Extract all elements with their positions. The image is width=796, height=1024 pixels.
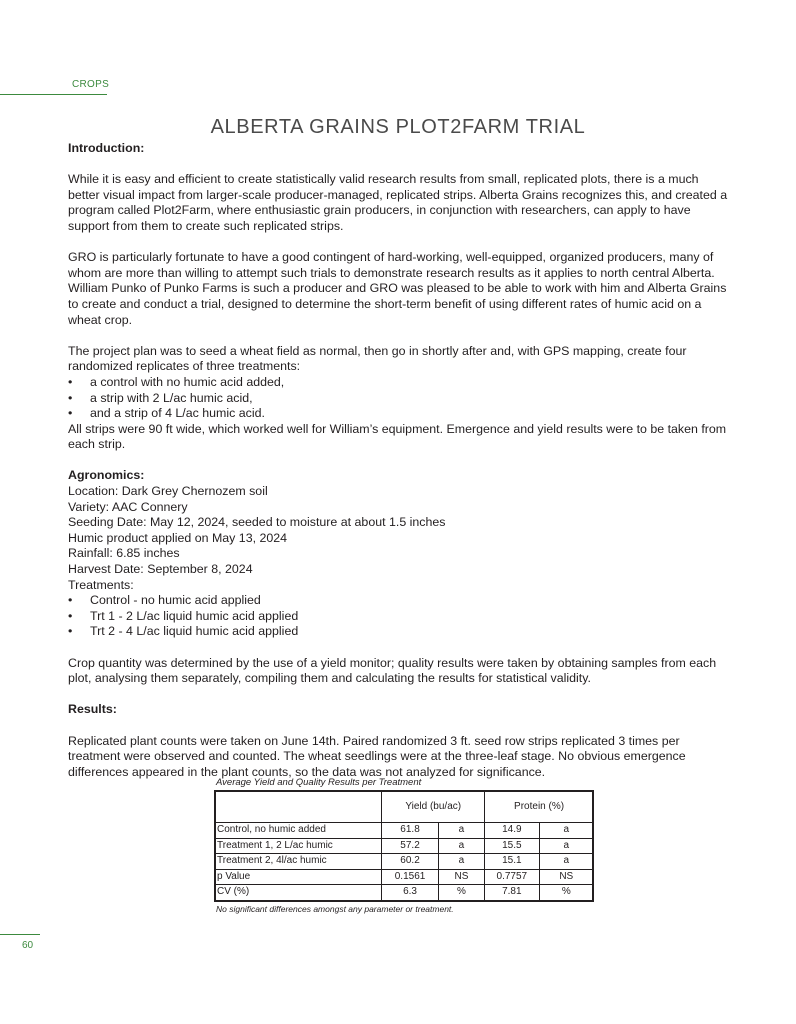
table-cell: Treatment 1, 2 L/ac humic <box>215 838 382 854</box>
introduction-heading: Introduction: <box>68 141 145 155</box>
agronomics-line: Humic product applied on May 13, 2024 <box>68 530 288 545</box>
table-cell: Treatment 2, 4l/ac humic <box>215 854 382 870</box>
section-label: CROPS <box>72 79 110 90</box>
section-rule <box>0 94 107 95</box>
results-heading: Results: <box>68 702 117 717</box>
table-cell: a <box>539 854 593 870</box>
page-number: 60 <box>22 940 34 951</box>
agronomics-line: Variety: AAC Connery <box>68 499 188 514</box>
table-cell: 0.7757 <box>485 869 539 885</box>
agronomics-line: Rainfall: 6.85 inches <box>68 546 180 561</box>
table-cell: 7.81 <box>485 885 539 901</box>
table-outer-border <box>214 790 594 902</box>
agronomics-bullet: • Control - no humic acid applied <box>68 593 261 608</box>
treatment-bullet: • a strip with 2 L/ac humic acid, <box>68 390 253 405</box>
table-header-cell: Yield (bu/ac) <box>382 791 485 823</box>
article-body <box>68 141 730 780</box>
table-cell: NS <box>438 869 484 885</box>
table-cell: 15.5 <box>485 838 539 854</box>
table-cell: a <box>539 823 593 839</box>
agronomics-line: Treatments: <box>68 577 134 592</box>
page-title: ALBERTA GRAINS PLOT2FARM TRIAL <box>210 116 586 139</box>
table-cell: a <box>438 838 484 854</box>
treatment-bullet: • a control with no humic acid added, <box>68 374 285 389</box>
table-cell: CV (%) <box>215 885 382 901</box>
table-cell: % <box>539 885 593 901</box>
table-note: No significant differences amongst any parameter or treatment. <box>216 904 454 914</box>
quality-paragraph: Crop quantity was determined by the use of a yield monitor; quality results were taken by obtaining samples from each plot, analysing them separately, compiling them and calculating the results for statistical validity. <box>68 655 717 686</box>
agronomics-heading: Agronomics: <box>68 468 145 483</box>
agronomics-line: Location: Dark Grey Chernozem soil <box>68 484 268 499</box>
table-cell: NS <box>539 869 593 885</box>
table-cell: % <box>438 885 484 901</box>
table-cell: 15.1 <box>485 854 539 870</box>
agronomics-line: Seeding Date: May 12, 2024, seeded to moisture at about 1.5 inches <box>68 515 446 530</box>
intro-paragraph-1: While it is easy and efficient to create statistically valid research results from small, replicated plots, there is a much better visual impact from larger-scale producer-managed, replicated strips. Alberta Grains recognizes this, and created a program called Plot2Farm, where enthusiastic grain producers, in conjunction with researchers, can apply to have support from them to create such replicated strips. <box>68 172 728 233</box>
table-cell: a <box>438 854 484 870</box>
table-cell: 61.8 <box>382 823 438 839</box>
agronomics-bullet: • Trt 1 - 2 L/ac liquid humic acid applied <box>68 608 299 623</box>
page-number-rule <box>0 934 40 935</box>
agronomics-bullet: • Trt 2 - 4 L/ac liquid humic acid applied <box>68 624 299 639</box>
table-cell: 60.2 <box>382 854 438 870</box>
table-cell: a <box>539 838 593 854</box>
table-cell: 0.1561 <box>382 869 438 885</box>
intro-paragraph-2: GRO is particularly fortunate to have a good contingent of hard-working, well-equipped, organized producers, many of whom are more than willing to attempt such trials to demonstrate research results as it applies to north central Alberta. William Punko of Punko Farms is such a producer and GRO was pleased to be able to work with him and Alberta Grains to create and conduct a trial, designed to determine the short-term benefit of using different rates of humic acid on a wheat crop. <box>68 250 727 327</box>
intro-paragraph-3: The project plan was to seed a wheat field as normal, then go in shortly after and, with GPS mapping, create four randomized replicates of three treatments: <box>68 343 687 374</box>
treatment-bullet: • and a strip of 4 L/ac humic acid. <box>68 406 265 421</box>
table-cell: Control, no humic added <box>215 823 382 839</box>
table-header-cell: Protein (%) <box>485 791 594 823</box>
table-cell: p Value <box>215 869 382 885</box>
table-cell: 14.9 <box>485 823 539 839</box>
table-caption: Average Yield and Quality Results per Treatment <box>216 777 422 788</box>
intro-paragraph-4: All strips were 90 ft wide, which worked well for William’s equipment. Emergence and yield results were to be taken from each strip. <box>68 421 727 452</box>
table-cell: 57.2 <box>382 838 438 854</box>
agronomics-line: Harvest Date: September 8, 2024 <box>68 562 253 577</box>
table-cell: a <box>438 823 484 839</box>
table-cell: 6.3 <box>382 885 438 901</box>
results-paragraph: Replicated plant counts were taken on June 14th. Paired randomized 3 ft. seed row strips replicated 3 times per treatment were observed and counted. The wheat seedlings were at the three-leaf stage. No obvious emergence differences appeared in the plant counts, so the data was not analyzed for significance. <box>68 733 686 779</box>
